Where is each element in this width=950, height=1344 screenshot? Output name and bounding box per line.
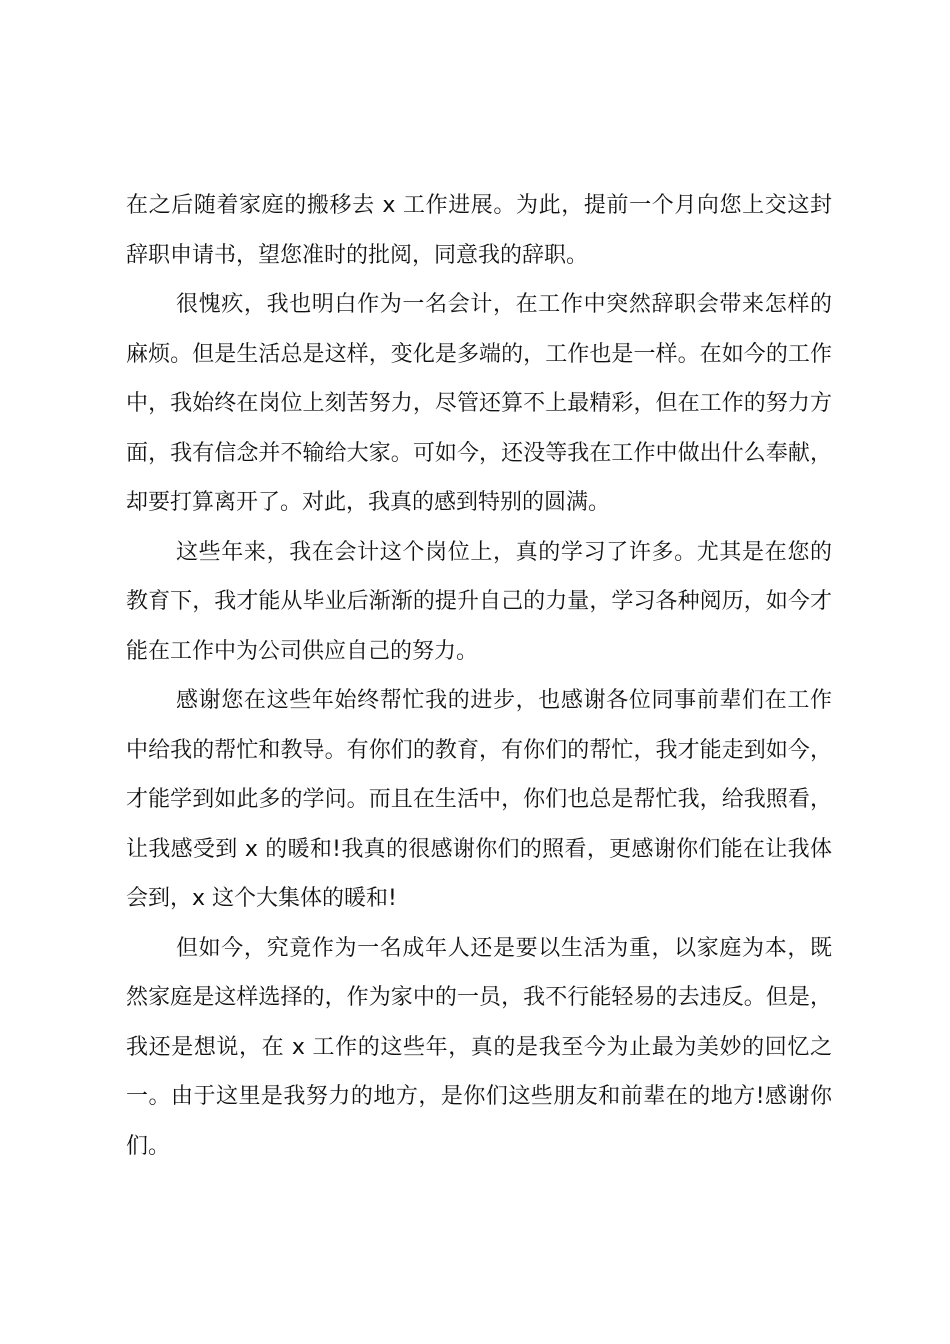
paragraph-apology: 很愧疚，我也明白作为一名会计，在工作中突然辞职会带来怎样的麻烦。但是生活总是这样，变化是多端的，工作也是一样。在如今的工作中，我始终在岗位上刻苦努力，尽管还算不上最精彩，但在工作的努力方面，我有信念并不输给大家。可如今，还没等我在工作中做出什么奉献，却要打算离开了。对此，我真的感到特别的圆满。 [126,292,832,515]
paragraph-learning: 这些年来，我在会计这个岗位上，真的学习了许多。尤其是在您的教育下，我才能从毕业后渐渐的提升自己的力量，学习各种阅历，如今才能在工作中为公司供应自己的努力。 [126,539,832,664]
letter-body [126,181,832,1171]
paragraph-gratitude: 感谢您在这些年始终帮忙我的进步，也感谢各位同事前辈们在工作中给我的帮忙和教导。有你们的教育，有你们的帮忙，我才能走到如今，才能学到如此多的学问。而且在生活中，你们也总是帮忙我，给我照看，让我感受到 x 的暖和!我真的很感谢你们的照看，更感谢你们能在让我体会到，x 这个大集体的暖和! [126,688,832,911]
paragraph-continuation: 在之后随着家庭的搬移去 x 工作进展。为此，提前一个月向您上交这封辞职申请书，望您准时的批阅，同意我的辞职。 [126,193,832,268]
paragraph-family: 但如今，究竟作为一名成年人还是要以生活为重，以家庭为本，既然家庭是这样选择的，作为家中的一员，我不行能轻易的去违反。但是，我还是想说，在 x 工作的这些年，真的是我至今为止最为美妙的回忆之一。由于这里是我努力的地方，是你们这些朋友和前辈在的地方!感谢你们。 [126,935,832,1159]
